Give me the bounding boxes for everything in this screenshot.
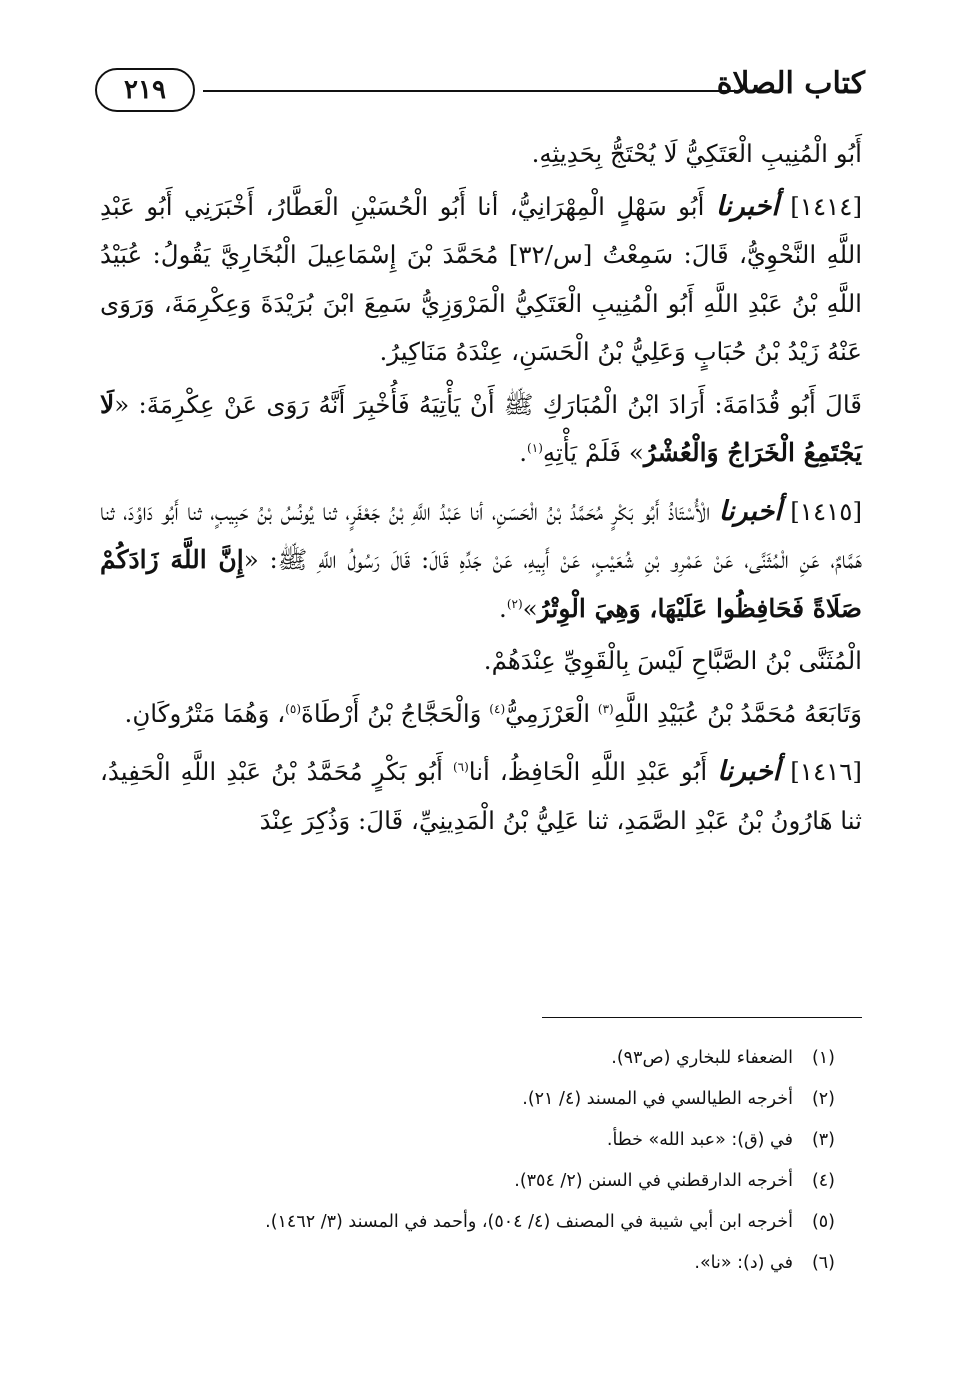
footnote-number: (٦) [811, 1253, 835, 1273]
footnote-marker-2[interactable]: (٢) [506, 596, 523, 611]
hadith-1414 [100, 183, 862, 377]
footnote-item [100, 1038, 835, 1079]
footnote-item [100, 1161, 835, 1202]
footnote-text: أخرجه الطيالسي في المسند (٤/ ٢١). [522, 1089, 793, 1109]
footnote-marker-5[interactable]: (٥) [285, 701, 301, 716]
page-header [95, 62, 865, 122]
hadith-text: الْأُسْتَاذُ أَبُو بَكْرٍ مُحَمَّدُ بْنُ الْحَسَنِ، أنا عَبْدُ اللَّهِ بْنُ جَعْفَرٍ، ثنا يُونُسُ بْنُ حَبِيبٍ، ثنا أَبُو دَاوُدَ، ثنا هَمَّامٌ، عَنِ الْمُثَنَّى، عَنْ عَمْرِو بْنِ شُعَيْبٍ، عَنْ أَبِيهِ، عَنْ جَدِّهِ قَالَ: قَالَ رَسُولُ اللَّهِ ﷺ: « [100, 496, 862, 574]
footnote-marker-3[interactable]: (٣) [597, 701, 614, 716]
footnote-marker-1[interactable]: (١) [527, 440, 543, 455]
hadith-text-1: أَبُو عَبْدِ اللَّهِ الْحَافِظُ، أنا [468, 757, 708, 786]
intro-line: أَبُو الْمُنِيبِ الْعَتَكِيُّ لَا يُحْتَجُّ بِحَدِيثِهِ. [531, 139, 862, 168]
footnote-number: (٣) [811, 1130, 835, 1150]
footnotes [100, 1038, 835, 1284]
footnote-number: (٤) [811, 1171, 835, 1191]
footnote-text: الضعفاء للبخاري (ص٩٣). [611, 1048, 793, 1068]
chapter-title: كتاب الصلاة [716, 66, 865, 101]
page-number: ٢١٩ [95, 68, 195, 112]
hadith-end: . [499, 593, 507, 623]
footnote-marker-6[interactable]: (٦) [452, 759, 469, 774]
footnote-item [100, 1079, 835, 1120]
hadith-number: [١٤١٥] [790, 496, 862, 526]
hadith-number: [١٤١٦] [790, 757, 862, 786]
qala-abu-qudama [100, 381, 862, 478]
qudama-end: . [519, 438, 528, 467]
tabaahu-text-3: وَالْحَجَّاجُ بْنُ أَرْطَاةَ [301, 698, 490, 728]
footnote-separator [542, 1017, 862, 1018]
hadith-number: [١٤١٤] [790, 191, 862, 221]
footnote-item [100, 1202, 835, 1243]
tabaahu-line [100, 690, 862, 739]
akhbarana-word: أخبرنا [717, 756, 781, 787]
tabaahu-text-1: وَتَابَعَهُ مُحَمَّدُ بْنُ عُبَيْدِ اللَّهِ [613, 698, 862, 728]
hadith-text-2: أَبُو بَكْرٍ مُحَمَّدُ بْنُ عَبْدِ اللَّهِ الْحَفِيدُ، ثنا هَارُونُ بْنُ عَبْدِ الصَّمَدِ، ثنا عَلِيُّ بْنُ الْمَدِينِيِّ، قَالَ: وَذُكِرَ عِنْدَ [100, 757, 862, 835]
footnote-number: (١) [811, 1048, 835, 1068]
hadith-1415 [100, 488, 862, 634]
footnote-item [100, 1243, 835, 1284]
muthanna-line: الْمُثَنَّى بْنُ الصَّبَّاحِ لَيْسَ بِالْقَوِيِّ عِنْدَهُمْ. [483, 646, 862, 675]
footnote-number: (٥) [811, 1212, 835, 1232]
footnote-marker-4[interactable]: (٤) [489, 701, 506, 716]
tabaahu-text-2: الْعَرْزَمِيُّ [505, 698, 598, 728]
footnote-text: أخرجه الدارقطني في السنن (٢/ ٣٥٤). [514, 1171, 793, 1191]
hadith-quote: لَا يَجْتَمِعُ الْخَرَاجُ وَالْعُشْرُ [100, 389, 862, 467]
footnote-text: في (د): «نا». [694, 1253, 793, 1273]
header-rule [203, 90, 740, 92]
hadith-1416 [100, 748, 862, 845]
footnote-item [100, 1120, 835, 1161]
hadith-after: » [522, 593, 538, 623]
hadith-quote: إِنَّ اللَّهَ زَادَكُمْ صَلَاةً فَحَافِظُوا عَلَيْهَا، وَهِيَ الْوِتْرُ [100, 545, 862, 623]
akhbarana-word: أخبرنا [718, 495, 782, 527]
main-text [100, 130, 862, 849]
hadith-text: أَبُو سَهْلٍ الْمِهْرَانِيُّ، أنا أَبُو الْحُسَيْنِ الْعَطَّارُ، أَخْبَرَنِي أَبُو عَبْدِ اللَّهِ النَّحْوِيُّ، قَالَ: سَمِعْتُ [س/٣٢] مُحَمَّدَ بْنَ إِسْمَاعِيلَ الْبُخَارِيَّ يَقُولُ: عُبَيْدُ اللَّهِ بْنُ عَبْدِ اللَّهِ أَبُو الْمُنِيبِ الْعَتَكِيُّ الْمَرْوَزِيُّ سَمِعَ ابْنَ بُرَيْدَةَ وَعِكْرِمَةَ، وَرَوَى عَنْهُ زَيْدُ بْنُ حُبَابٍ وَعَلِيُّ بْنُ الْحَسَنِ، عِنْدَهُ مَنَاكِيرُ. [100, 191, 862, 366]
qudama-after: » فَلَمْ يَأْتِهِ [542, 438, 644, 467]
footnote-text: أخرجه ابن أبي شيبة في المصنف (٤/ ٥٠٤)، وأحمد في المسند (٣/ ١٤٦٢). [265, 1212, 793, 1232]
footnote-number: (٢) [811, 1089, 835, 1109]
footnote-text: في (ق): «عبد الله» خطأ. [606, 1130, 793, 1150]
qudama-text: قَالَ أَبُو قُدَامَةَ: أَرَادَ ابْنُ الْمُبَارَكِ ﷺ أَنْ يَأْتِيَهُ فَأُخْبِرَ أَنَّهُ رَوَى عَنْ عِكْرِمَةَ: « [114, 389, 862, 419]
tabaahu-text-4: ، وَهُمَا مَتْرُوكَانِ. [124, 698, 286, 728]
akhbarana-word: أخبرنا [715, 190, 779, 222]
